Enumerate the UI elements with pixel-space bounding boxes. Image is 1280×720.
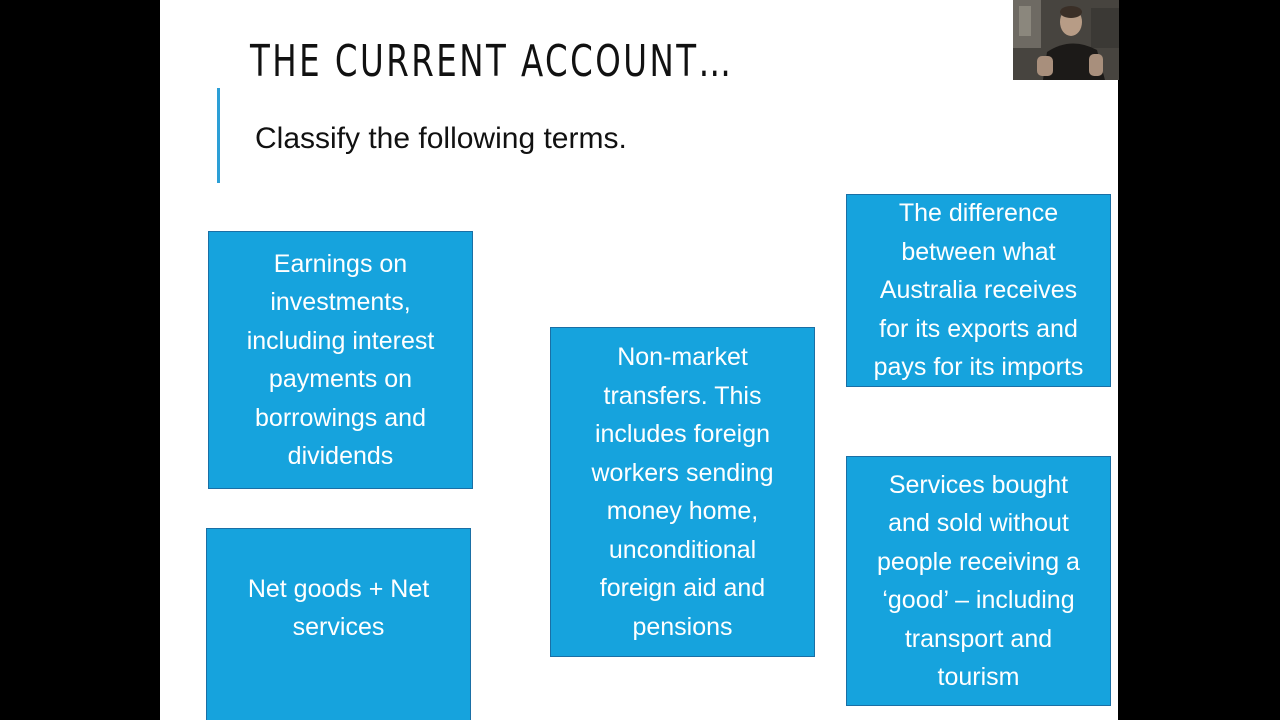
card-line: Australia receives: [879, 276, 1078, 305]
card-line: pays for its imports: [873, 353, 1084, 382]
card-line: money home,: [606, 497, 759, 525]
card-line: ‘good’ – including: [882, 586, 1075, 614]
card-line: investments,: [270, 288, 411, 316]
slide-canvas: [160, 0, 1118, 720]
slide-subtitle: Classify the following terms.: [255, 122, 627, 155]
slide-title: THE CURRENT ACCOUNT…: [250, 36, 734, 87]
term-card-investment-earnings: [208, 231, 473, 489]
presenter-silhouette-icon: [1013, 0, 1119, 80]
term-card-non-market-transfers: [550, 327, 815, 657]
card-line: transfers. This: [603, 381, 762, 410]
card-line: Services bought: [888, 470, 1069, 499]
card-line: tourism: [937, 663, 1020, 691]
card-line: workers sending: [591, 458, 774, 487]
accent-bar: [217, 88, 220, 183]
card-line: dividends: [287, 442, 394, 470]
term-card-services-definition: [846, 456, 1111, 706]
term-card-export-import-difference: [846, 194, 1111, 387]
card-line: and sold without: [888, 509, 1069, 537]
card-line: includes foreign: [594, 420, 771, 448]
card-line: people receiving a: [877, 547, 1080, 576]
card-line: The difference: [898, 199, 1059, 228]
card-line: borrowings and: [255, 403, 426, 432]
card-line: Net goods + Net: [247, 574, 430, 603]
card-line: payments on: [268, 365, 413, 393]
card-line: transport and: [904, 624, 1053, 653]
card-line: between what: [901, 237, 1056, 266]
card-line: unconditional: [608, 535, 757, 564]
card-line: services: [292, 613, 385, 641]
card-line: Non-market: [617, 343, 748, 371]
presenter-webcam-thumbnail: [1013, 0, 1119, 80]
card-line: pensions: [632, 612, 733, 641]
term-card-net-goods-services: [206, 528, 471, 720]
card-line: for its exports and: [879, 314, 1078, 343]
card-line: foreign aid and: [599, 574, 766, 602]
card-line: including interest: [246, 326, 435, 355]
card-line: Earnings on: [273, 249, 408, 278]
